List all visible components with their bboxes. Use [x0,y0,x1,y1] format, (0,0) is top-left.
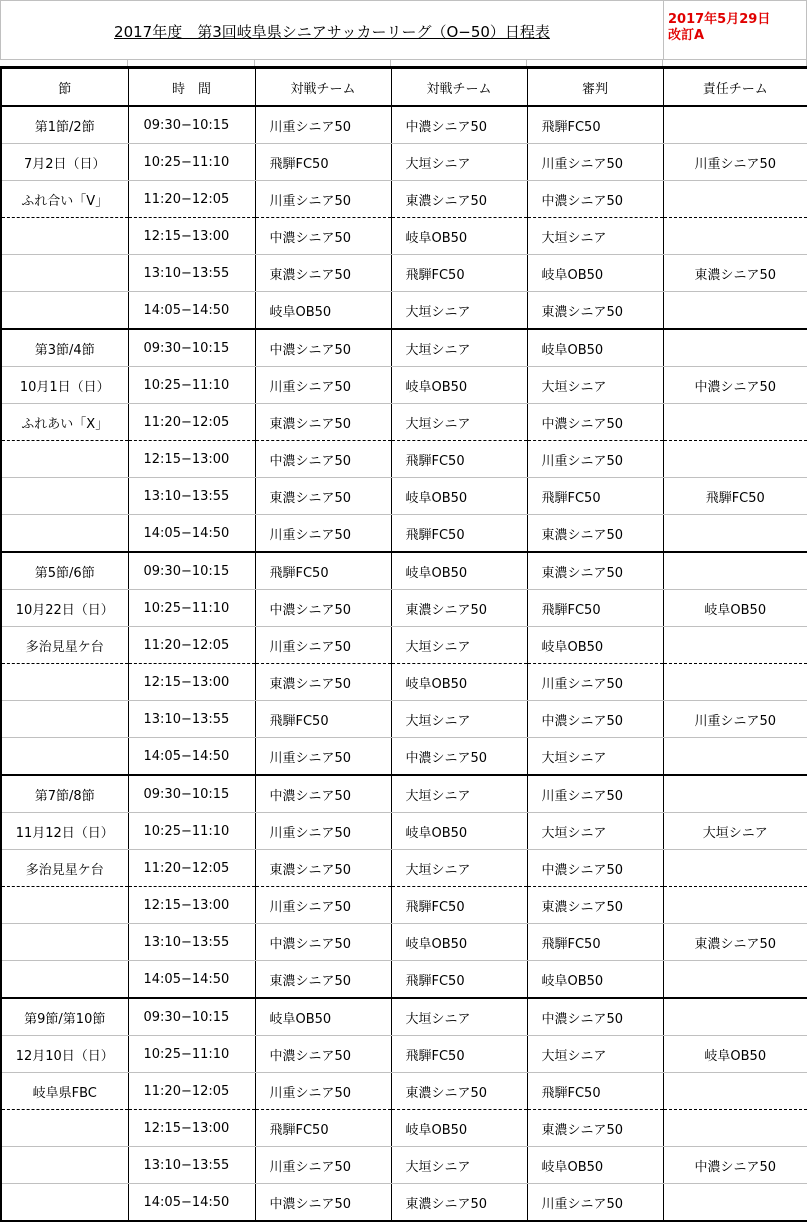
time-cell: 12:15−13:00 [128,218,255,255]
team-a-cell: 川重シニア50 [255,367,391,404]
table-row [1,404,807,441]
team-b-cell: 東濃シニア50 [391,590,527,627]
team-a-cell: 飛騨FC50 [255,144,391,181]
team-a-cell: 川重シニア50 [255,1147,391,1184]
schedule-body [1,106,807,1221]
responsible-team-cell: 東濃シニア50 [663,255,807,292]
page-title: 2017年度 第3回岐阜県シニアサッカーリーグ（O−50）日程表 [114,23,550,41]
round-info-cell: 第3節/4節 [1,329,128,367]
team-a-cell: 川重シニア50 [255,515,391,553]
time-cell: 14:05−14:50 [128,515,255,553]
team-a-cell: 東濃シニア50 [255,961,391,999]
table-row [1,924,807,961]
team-a-cell: 飛騨FC50 [255,701,391,738]
team-b-cell: 大垣シニア [391,701,527,738]
header-responsible: 責任チーム [663,68,807,107]
time-cell: 10:25−11:10 [128,1036,255,1073]
table-row [1,106,807,144]
referee-cell: 岐阜OB50 [527,255,663,292]
referee-cell: 岐阜OB50 [527,627,663,664]
round-info-cell: 11月12日（日） [1,813,128,850]
table-row [1,1110,807,1147]
referee-cell: 東濃シニア50 [527,552,663,590]
round-info-cell [1,218,128,255]
referee-cell: 中濃シニア50 [527,850,663,887]
team-b-cell: 大垣シニア [391,627,527,664]
team-a-cell: 川重シニア50 [255,738,391,776]
team-b-cell: 大垣シニア [391,292,527,330]
responsible-team-cell: 川重シニア50 [663,701,807,738]
team-a-cell: 川重シニア50 [255,813,391,850]
table-row [1,515,807,553]
table-row [1,775,807,813]
responsible-team-cell: 大垣シニア [663,813,807,850]
revision-label: 改訂A [668,28,705,43]
round-info-cell [1,961,128,999]
table-row [1,1073,807,1110]
responsible-team-cell [663,664,807,701]
referee-cell: 岐阜OB50 [527,1147,663,1184]
time-cell: 14:05−14:50 [128,961,255,999]
referee-cell: 川重シニア50 [527,144,663,181]
time-cell: 13:10−13:55 [128,1147,255,1184]
table-row [1,1036,807,1073]
responsible-team-cell [663,329,807,367]
referee-cell: 川重シニア50 [527,664,663,701]
table-row [1,292,807,330]
time-cell: 09:30−10:15 [128,998,255,1036]
time-cell: 13:10−13:55 [128,701,255,738]
referee-cell: 東濃シニア50 [527,1110,663,1147]
round-info-cell: 第1節/2節 [1,106,128,144]
table-row [1,627,807,664]
round-info-cell: 12月10日（日） [1,1036,128,1073]
responsible-team-cell [663,181,807,218]
table-row [1,998,807,1036]
table-row [1,738,807,776]
responsible-team-cell: 中濃シニア50 [663,367,807,404]
referee-cell: 東濃シニア50 [527,292,663,330]
time-cell: 11:20−12:05 [128,627,255,664]
round-info-cell [1,1147,128,1184]
team-a-cell: 川重シニア50 [255,887,391,924]
time-cell: 11:20−12:05 [128,1073,255,1110]
team-b-cell: 岐阜OB50 [391,924,527,961]
time-cell: 12:15−13:00 [128,441,255,478]
responsible-team-cell [663,1184,807,1222]
responsible-team-cell: 岐阜OB50 [663,1036,807,1073]
referee-cell: 岐阜OB50 [527,329,663,367]
round-info-cell: 第7節/8節 [1,775,128,813]
referee-cell: 大垣シニア [527,1036,663,1073]
team-b-cell: 岐阜OB50 [391,552,527,590]
header-team-a: 対戦チーム [255,68,391,107]
responsible-team-cell [663,515,807,553]
referee-cell: 飛騨FC50 [527,478,663,515]
team-b-cell: 岐阜OB50 [391,813,527,850]
round-info-cell: 第9節/第10節 [1,998,128,1036]
schedule-table [0,66,807,1222]
referee-cell: 飛騨FC50 [527,924,663,961]
team-a-cell: 川重シニア50 [255,106,391,144]
team-a-cell: 中濃シニア50 [255,329,391,367]
round-info-cell: 岐阜県FBC [1,1073,128,1110]
table-row [1,1147,807,1184]
table-row [1,367,807,404]
team-a-cell: 川重シニア50 [255,627,391,664]
time-cell: 12:15−13:00 [128,1110,255,1147]
table-row [1,850,807,887]
revision-date: 2017年5月29日 [668,12,771,27]
team-a-cell: 川重シニア50 [255,1073,391,1110]
time-cell: 09:30−10:15 [128,552,255,590]
responsible-team-cell [663,998,807,1036]
team-a-cell: 中濃シニア50 [255,924,391,961]
responsible-team-cell [663,218,807,255]
responsible-team-cell [663,1073,807,1110]
team-a-cell: 中濃シニア50 [255,1036,391,1073]
round-info-cell [1,924,128,961]
header-round: 節 [1,68,128,107]
team-a-cell: 東濃シニア50 [255,404,391,441]
round-info-cell [1,701,128,738]
team-b-cell: 大垣シニア [391,775,527,813]
team-b-cell: 大垣シニア [391,1147,527,1184]
round-info-cell [1,515,128,553]
responsible-team-cell [663,1110,807,1147]
referee-cell: 中濃シニア50 [527,181,663,218]
time-cell: 13:10−13:55 [128,478,255,515]
time-cell: 09:30−10:15 [128,329,255,367]
team-b-cell: 岐阜OB50 [391,367,527,404]
responsible-team-cell: 川重シニア50 [663,144,807,181]
team-b-cell: 東濃シニア50 [391,1184,527,1222]
responsible-team-cell [663,961,807,999]
team-a-cell: 中濃シニア50 [255,441,391,478]
time-cell: 13:10−13:55 [128,924,255,961]
round-info-cell [1,1184,128,1222]
referee-cell: 大垣シニア [527,738,663,776]
referee-cell: 大垣シニア [527,218,663,255]
team-b-cell: 岐阜OB50 [391,478,527,515]
team-b-cell: 中濃シニア50 [391,106,527,144]
team-b-cell: 岐阜OB50 [391,1110,527,1147]
round-info-cell [1,441,128,478]
team-b-cell: 大垣シニア [391,850,527,887]
team-b-cell: 飛騨FC50 [391,887,527,924]
team-a-cell: 東濃シニア50 [255,255,391,292]
time-cell: 10:25−11:10 [128,144,255,181]
round-info-cell [1,255,128,292]
referee-cell: 東濃シニア50 [527,515,663,553]
responsible-team-cell [663,738,807,776]
table-row [1,144,807,181]
responsible-team-cell [663,850,807,887]
responsible-team-cell: 東濃シニア50 [663,924,807,961]
team-a-cell: 中濃シニア50 [255,590,391,627]
team-b-cell: 岐阜OB50 [391,218,527,255]
round-info-cell [1,292,128,330]
time-cell: 11:20−12:05 [128,181,255,218]
table-row [1,887,807,924]
referee-cell: 中濃シニア50 [527,701,663,738]
referee-cell: 飛騨FC50 [527,1073,663,1110]
team-a-cell: 飛騨FC50 [255,1110,391,1147]
round-info-cell [1,1110,128,1147]
time-cell: 10:25−11:10 [128,367,255,404]
round-info-cell: 7月2日（日） [1,144,128,181]
team-a-cell: 東濃シニア50 [255,850,391,887]
team-a-cell: 岐阜OB50 [255,292,391,330]
team-a-cell: 中濃シニア50 [255,1184,391,1222]
responsible-team-cell [663,106,807,144]
table-row [1,329,807,367]
table-row [1,701,807,738]
team-b-cell: 大垣シニア [391,144,527,181]
time-cell: 14:05−14:50 [128,292,255,330]
table-row [1,478,807,515]
team-b-cell: 飛騨FC50 [391,961,527,999]
header-row [1,68,807,107]
time-cell: 09:30−10:15 [128,106,255,144]
referee-cell: 大垣シニア [527,813,663,850]
team-b-cell: 東濃シニア50 [391,1073,527,1110]
team-b-cell: 飛騨FC50 [391,1036,527,1073]
round-info-cell: ふれ合い「V」 [1,181,128,218]
time-cell: 10:25−11:10 [128,590,255,627]
referee-cell: 岐阜OB50 [527,961,663,999]
time-cell: 11:20−12:05 [128,850,255,887]
responsible-team-cell [663,887,807,924]
responsible-team-cell [663,292,807,330]
table-row [1,255,807,292]
team-a-cell: 東濃シニア50 [255,478,391,515]
revision-note [663,1,806,59]
table-row [1,1184,807,1222]
referee-cell: 中濃シニア50 [527,998,663,1036]
time-cell: 10:25−11:10 [128,813,255,850]
table-row [1,813,807,850]
round-info-cell: 第5節/6節 [1,552,128,590]
table-row [1,181,807,218]
responsible-team-cell [663,441,807,478]
round-info-cell: 多治見星ケ台 [1,627,128,664]
referee-cell: 川重シニア50 [527,441,663,478]
team-a-cell: 中濃シニア50 [255,775,391,813]
header-team-b: 対戦チーム [391,68,527,107]
table-row [1,961,807,999]
round-info-cell: ふれあい「X」 [1,404,128,441]
team-a-cell: 飛騨FC50 [255,552,391,590]
referee-cell: 飛騨FC50 [527,590,663,627]
team-a-cell: 東濃シニア50 [255,664,391,701]
time-cell: 13:10−13:55 [128,255,255,292]
team-b-cell: 東濃シニア50 [391,181,527,218]
team-b-cell: 中濃シニア50 [391,738,527,776]
referee-cell: 東濃シニア50 [527,887,663,924]
team-b-cell: 大垣シニア [391,329,527,367]
responsible-team-cell: 中濃シニア50 [663,1147,807,1184]
round-info-cell [1,738,128,776]
time-cell: 14:05−14:50 [128,1184,255,1222]
time-cell: 12:15−13:00 [128,664,255,701]
table-row [1,552,807,590]
header-time: 時 間 [128,68,255,107]
team-a-cell: 川重シニア50 [255,181,391,218]
time-cell: 09:30−10:15 [128,775,255,813]
table-row [1,590,807,627]
referee-cell: 川重シニア50 [527,1184,663,1222]
round-info-cell [1,664,128,701]
round-info-cell: 10月22日（日） [1,590,128,627]
team-b-cell: 岐阜OB50 [391,664,527,701]
round-info-cell: 多治見星ケ台 [1,850,128,887]
round-info-cell [1,478,128,515]
team-b-cell: 飛騨FC50 [391,515,527,553]
referee-cell: 川重シニア50 [527,775,663,813]
round-info-cell: 10月1日（日） [1,367,128,404]
title-row [0,0,807,60]
responsible-team-cell [663,627,807,664]
referee-cell: 飛騨FC50 [527,106,663,144]
referee-cell: 大垣シニア [527,367,663,404]
table-row [1,218,807,255]
team-b-cell: 飛騨FC50 [391,441,527,478]
team-b-cell: 飛騨FC50 [391,255,527,292]
responsible-team-cell: 飛騨FC50 [663,478,807,515]
header-referee: 審判 [527,68,663,107]
responsible-team-cell: 岐阜OB50 [663,590,807,627]
team-b-cell: 大垣シニア [391,998,527,1036]
responsible-team-cell [663,775,807,813]
team-a-cell: 岐阜OB50 [255,998,391,1036]
table-row [1,664,807,701]
responsible-team-cell [663,552,807,590]
table-row [1,441,807,478]
time-cell: 14:05−14:50 [128,738,255,776]
time-cell: 11:20−12:05 [128,404,255,441]
responsible-team-cell [663,404,807,441]
referee-cell: 中濃シニア50 [527,404,663,441]
team-b-cell: 大垣シニア [391,404,527,441]
round-info-cell [1,887,128,924]
time-cell: 12:15−13:00 [128,887,255,924]
team-a-cell: 中濃シニア50 [255,218,391,255]
